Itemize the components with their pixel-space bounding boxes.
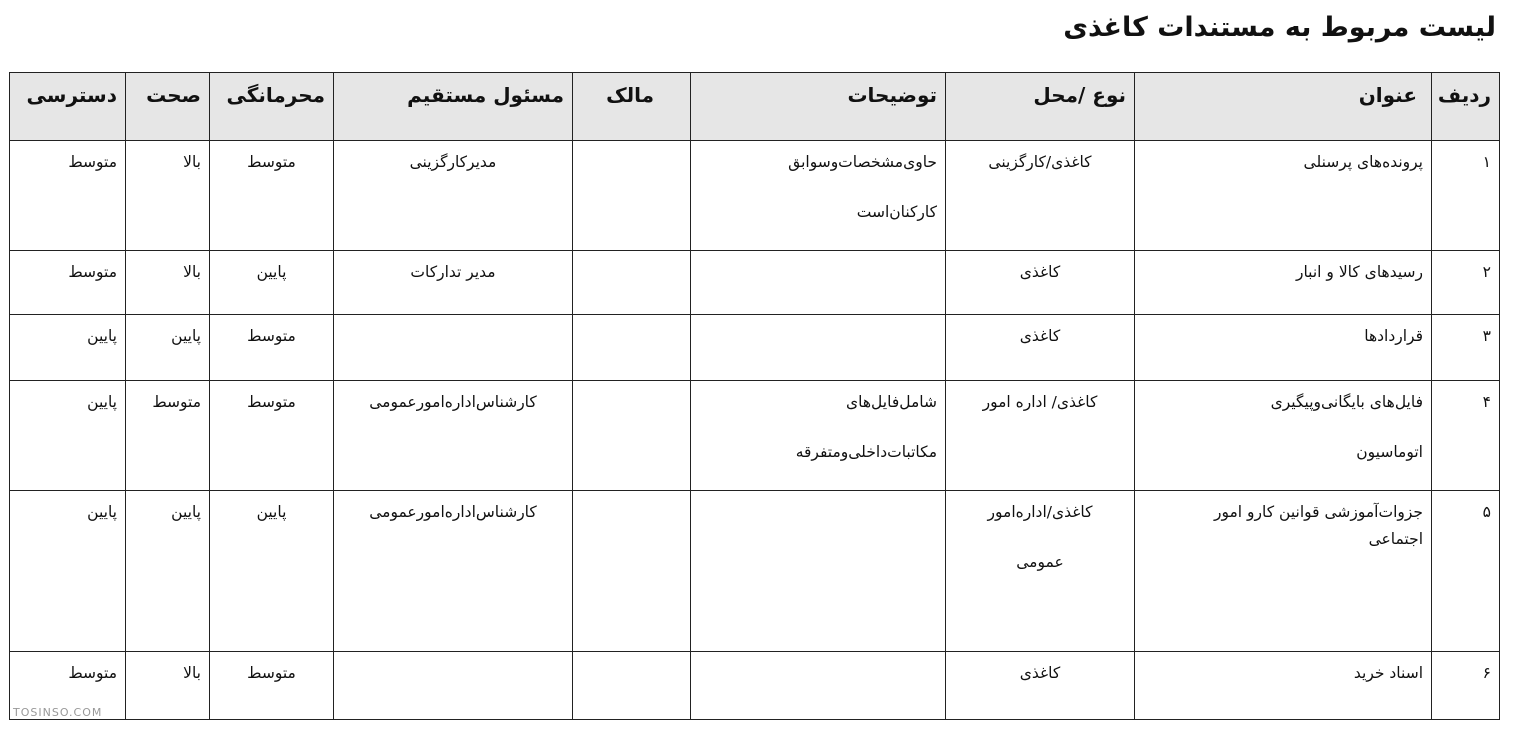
cell-type	[946, 141, 1135, 251]
cell-responsible: کارشناس‌اداره‌امورعمومی	[334, 381, 573, 491]
table-header-row	[10, 73, 1500, 141]
cell-integrity: بالا	[126, 652, 210, 720]
header-title: عنوان	[1135, 73, 1432, 141]
cell-title	[1135, 381, 1432, 491]
cell-owner	[573, 381, 691, 491]
cell-description	[691, 141, 946, 251]
cell-type	[946, 652, 1135, 720]
cell-availability: متوسط	[10, 251, 126, 315]
header-type: نوع /محل	[946, 73, 1135, 141]
cell-confidentiality: متوسط	[210, 141, 334, 251]
cell-line: کاغذی/کارگزینی	[988, 153, 1092, 171]
cell-integrity: پایین	[126, 315, 210, 381]
cell-row-no: ۴	[1432, 381, 1500, 491]
cell-description	[691, 491, 946, 652]
cell-row-no: ۵	[1432, 491, 1500, 652]
header-responsible: مسئول مستقیم	[334, 73, 573, 141]
cell-type	[946, 315, 1135, 381]
cell-responsible: مدیر تدارکات	[334, 251, 573, 315]
cell-row-no: ۱	[1432, 141, 1500, 251]
cell-row-no: ۳	[1432, 315, 1500, 381]
cell-line: کاغذی/اداره‌امور	[987, 503, 1093, 521]
cell-line: فایل‌های بایگانی‌وپیگیری	[1270, 393, 1423, 411]
table-row	[10, 381, 1500, 491]
header-confidentiality: محرمانگی	[210, 73, 334, 141]
cell-title	[1135, 491, 1432, 652]
cell-confidentiality: پایین	[210, 491, 334, 652]
cell-line: رسیدهای کالا و انبار	[1295, 263, 1423, 281]
cell-description	[691, 381, 946, 491]
cell-line: مکاتبات‌داخلی‌ومتفرقه	[795, 443, 937, 461]
cell-description	[691, 251, 946, 315]
cell-line: کاغذی	[1019, 664, 1061, 682]
table-row	[10, 251, 1500, 315]
header-integrity: صحت	[126, 73, 210, 141]
cell-title	[1135, 315, 1432, 381]
cell-owner	[573, 141, 691, 251]
cell-title	[1135, 251, 1432, 315]
cell-row-no: ۶	[1432, 652, 1500, 720]
cell-title	[1135, 141, 1432, 251]
cell-line: حاوی‌مشخصات‌وسوابق	[788, 153, 937, 171]
header-description: توضیحات	[691, 73, 946, 141]
cell-owner	[573, 251, 691, 315]
cell-availability: پایین	[10, 491, 126, 652]
cell-line: عمومی	[1016, 553, 1064, 571]
cell-line: شامل‌فایل‌های	[846, 393, 937, 411]
cell-line: اجتماعی	[1368, 530, 1423, 548]
cell-responsible	[334, 315, 573, 381]
cell-owner	[573, 315, 691, 381]
page-title: لیست مربوط به مستندات کاغذی	[1063, 12, 1496, 43]
cell-availability: پایین	[10, 381, 126, 491]
cell-confidentiality: پایین	[210, 251, 334, 315]
watermark: TOSINSO.COM	[13, 706, 103, 719]
cell-description	[691, 652, 946, 720]
cell-responsible	[334, 652, 573, 720]
cell-availability: متوسط	[10, 141, 126, 251]
cell-type	[946, 251, 1135, 315]
table-row	[10, 652, 1500, 720]
cell-confidentiality: متوسط	[210, 315, 334, 381]
paper-documents-table	[9, 72, 1500, 720]
table-row	[10, 491, 1500, 652]
cell-integrity: بالا	[126, 251, 210, 315]
cell-line: کاغذی/ اداره امور	[982, 393, 1098, 411]
cell-responsible: کارشناس‌اداره‌امورعمومی	[334, 491, 573, 652]
cell-line: کاغذی	[1019, 327, 1061, 345]
header-row-no: ردیف	[1432, 73, 1500, 141]
table-row	[10, 315, 1500, 381]
cell-integrity: پایین	[126, 491, 210, 652]
table-body	[10, 141, 1500, 720]
table-row	[10, 141, 1500, 251]
cell-description	[691, 315, 946, 381]
header-availability: دسترسی	[10, 73, 126, 141]
cell-row-no: ۲	[1432, 251, 1500, 315]
cell-title	[1135, 652, 1432, 720]
cell-availability: متوسط	[10, 652, 126, 720]
cell-line: جزوات‌آموزشی قوانین کارو امور	[1214, 503, 1423, 521]
cell-availability: پایین	[10, 315, 126, 381]
cell-line: کاغذی	[1019, 263, 1061, 281]
cell-line: قراردادها	[1364, 327, 1423, 345]
cell-integrity: بالا	[126, 141, 210, 251]
cell-line: اتوماسیون	[1356, 443, 1423, 461]
cell-type	[946, 381, 1135, 491]
cell-type	[946, 491, 1135, 652]
cell-line: کارکنان‌است	[856, 203, 937, 221]
cell-line: پرونده‌های پرسنلی	[1303, 153, 1423, 171]
cell-owner	[573, 491, 691, 652]
cell-integrity: متوسط	[126, 381, 210, 491]
header-owner: مالک	[573, 73, 691, 141]
cell-confidentiality: متوسط	[210, 652, 334, 720]
cell-line: اسناد خرید	[1353, 664, 1423, 682]
cell-owner	[573, 652, 691, 720]
cell-responsible: مدیرکارگزینی	[334, 141, 573, 251]
cell-confidentiality: متوسط	[210, 381, 334, 491]
